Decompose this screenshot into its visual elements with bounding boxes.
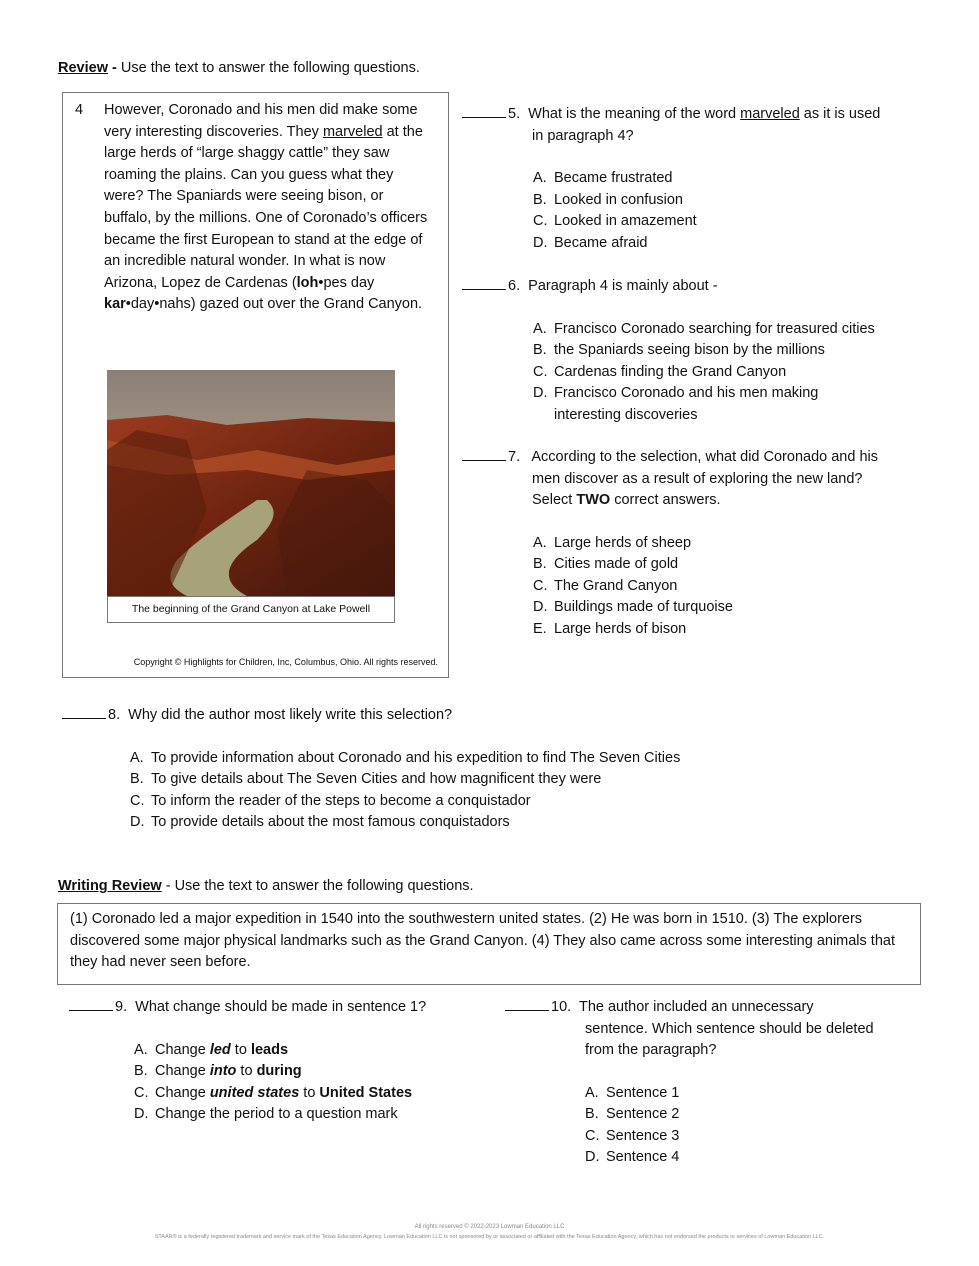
question-7 (462, 446, 878, 640)
q-text: in paragraph 4? (532, 127, 634, 144)
option-b[interactable]: B. To give details about The Seven Cities and how magnificent they were (130, 771, 602, 787)
q-text: Paragraph 4 is mainly about - (528, 278, 718, 294)
option-d[interactable]: D. Buildings made of turquoise (533, 599, 733, 615)
option-c[interactable]: C. Change united states to United States (134, 1084, 413, 1101)
answer-blank[interactable] (462, 103, 506, 118)
photo-caption: The beginning of the Grand Canyon at Lake Powell (107, 596, 395, 623)
option-b[interactable]: B. the Spaniards seeing bison by the millions (533, 342, 825, 358)
option-b[interactable]: B. Cities made of gold (533, 556, 679, 572)
q-number: 5. (508, 106, 521, 122)
q-number: 9. (115, 999, 128, 1015)
review-header (58, 58, 420, 80)
q-number: 8. (108, 707, 121, 723)
vocab-word: marveled (322, 123, 383, 140)
copyright: Copyright © Highlights for Children, Inc, Columbus, Ohio. All rights reserved. (133, 657, 438, 667)
answer-blank[interactable] (62, 704, 106, 719)
q-number: 6. (508, 278, 521, 294)
review-instructions: Use the text to answer the following questions. (120, 60, 420, 76)
option-a[interactable]: A. Became frustrated (533, 170, 673, 186)
option-d[interactable]: D. Change the period to a question mark (134, 1106, 398, 1122)
option-b[interactable]: B. Change into to during (134, 1063, 302, 1079)
text: •pes day (318, 274, 375, 291)
paragraph-number: 4 (75, 102, 84, 118)
grand-canyon-photo (107, 370, 395, 596)
passage-paragraph (104, 100, 429, 316)
review-heading: Review (58, 60, 108, 76)
option-a[interactable]: A. Francisco Coronado searching for treasured cities (533, 320, 875, 337)
passage-box (62, 92, 449, 678)
option-d[interactable]: D. Became afraid (533, 234, 648, 251)
q-text: Why did the author most likely write this selection? (128, 707, 453, 723)
writing-heading: Writing Review (58, 878, 162, 894)
q-text: What change should be made in sentence 1? (135, 999, 427, 1015)
q-text: Select TWO correct answers. (532, 492, 721, 508)
q-text: from the paragraph? (585, 1042, 717, 1058)
option-c[interactable]: C. The Grand Canyon (533, 577, 678, 594)
q-number: 7. (508, 449, 521, 465)
option-c[interactable]: C. Sentence 3 (585, 1127, 680, 1144)
option-d[interactable]: D. To provide details about the most famous conquistadors (130, 814, 510, 830)
option-c[interactable]: C. Looked in amazement (533, 213, 697, 229)
answer-blank[interactable] (462, 275, 506, 290)
dash: - (161, 878, 175, 894)
writing-instructions: Use the text to answer the following questions. (174, 878, 474, 894)
option-a[interactable]: A. Sentence 1 (585, 1084, 680, 1101)
question-9 (69, 996, 426, 1126)
answer-blank[interactable] (462, 446, 506, 461)
footer-trademark: STAAR® is a federally registered trademark and service mark of the Texas Education Agency. Lowman Education LLC is not sponsored by or associated or affiliated with the Texas Education Agency, which has not endorsed the products or services of Lowman Education LLC. (154, 1234, 825, 1240)
option-d-cont: interesting discoveries (554, 406, 698, 423)
q-text: sentence. Which sentence should be deleted (585, 1020, 874, 1037)
question-10 (505, 996, 874, 1169)
text: kar (104, 296, 126, 313)
option-c[interactable]: C. Cardenas finding the Grand Canyon (533, 363, 787, 380)
q-number: 10. (551, 999, 572, 1015)
option-d[interactable]: D. Francisco Coronado and his men making (533, 385, 819, 401)
text: loh (296, 274, 319, 291)
q-text: men discover as a result of exploring the new land? (532, 470, 863, 487)
option-c[interactable]: C. To inform the reader of the steps to become a conquistador (130, 792, 531, 809)
question-6 (462, 275, 875, 426)
option-e[interactable]: E. Large herds of bison (533, 620, 687, 637)
text: However, Coronado and his men did make some very interesting discoveries. They (104, 102, 418, 140)
text: •day•nahs) gazed out over the Grand Canyon. (125, 296, 423, 313)
q-text: as it is used (799, 106, 881, 122)
question-8 (62, 704, 680, 834)
q-word: marveled (740, 106, 800, 122)
writing-passage-box (57, 903, 921, 985)
text: at the large herds of “large shaggy cattle” they saw roaming the plains. Can you guess what they were? The Spaniards were seeing bison, or buffalo, by the millions. One of Coronado’s officers became the first European to stand at the edge of an incredible natural wonder. In what is now Arizona, Lopez de Cardenas ( (104, 123, 428, 291)
q-text: What is the meaning of the word (528, 106, 741, 122)
answer-blank[interactable] (69, 996, 113, 1011)
option-a[interactable]: A. Large herds of sheep (533, 534, 692, 551)
option-a[interactable]: A. Change led to leads (134, 1041, 289, 1058)
option-a[interactable]: A. To provide information about Coronado and his expedition to find The Seven Cities (130, 749, 681, 766)
option-b[interactable]: B. Looked in confusion (533, 191, 683, 208)
option-d[interactable]: D. Sentence 4 (585, 1149, 680, 1165)
dash: - (107, 60, 121, 76)
option-b[interactable]: B. Sentence 2 (585, 1106, 680, 1122)
writing-passage: (1) Coronado led a major expedition in 1540 into the southwestern united states. (2) He was born in 1510. (3) The explorers discovered some major physical landmarks such as the Grand Canyon. (4) They also came across some interesting animals that they had never seen before. (70, 911, 895, 971)
answer-blank[interactable] (505, 996, 549, 1011)
writing-review-header (58, 876, 474, 898)
q-text: According to the selection, what did Coronado and his (531, 449, 878, 465)
footer-rights: All rights reserved © 2022-2023 Lowman Education LLC (414, 1224, 565, 1230)
q-text: The author included an unnecessary (578, 999, 814, 1015)
question-5 (462, 103, 880, 254)
